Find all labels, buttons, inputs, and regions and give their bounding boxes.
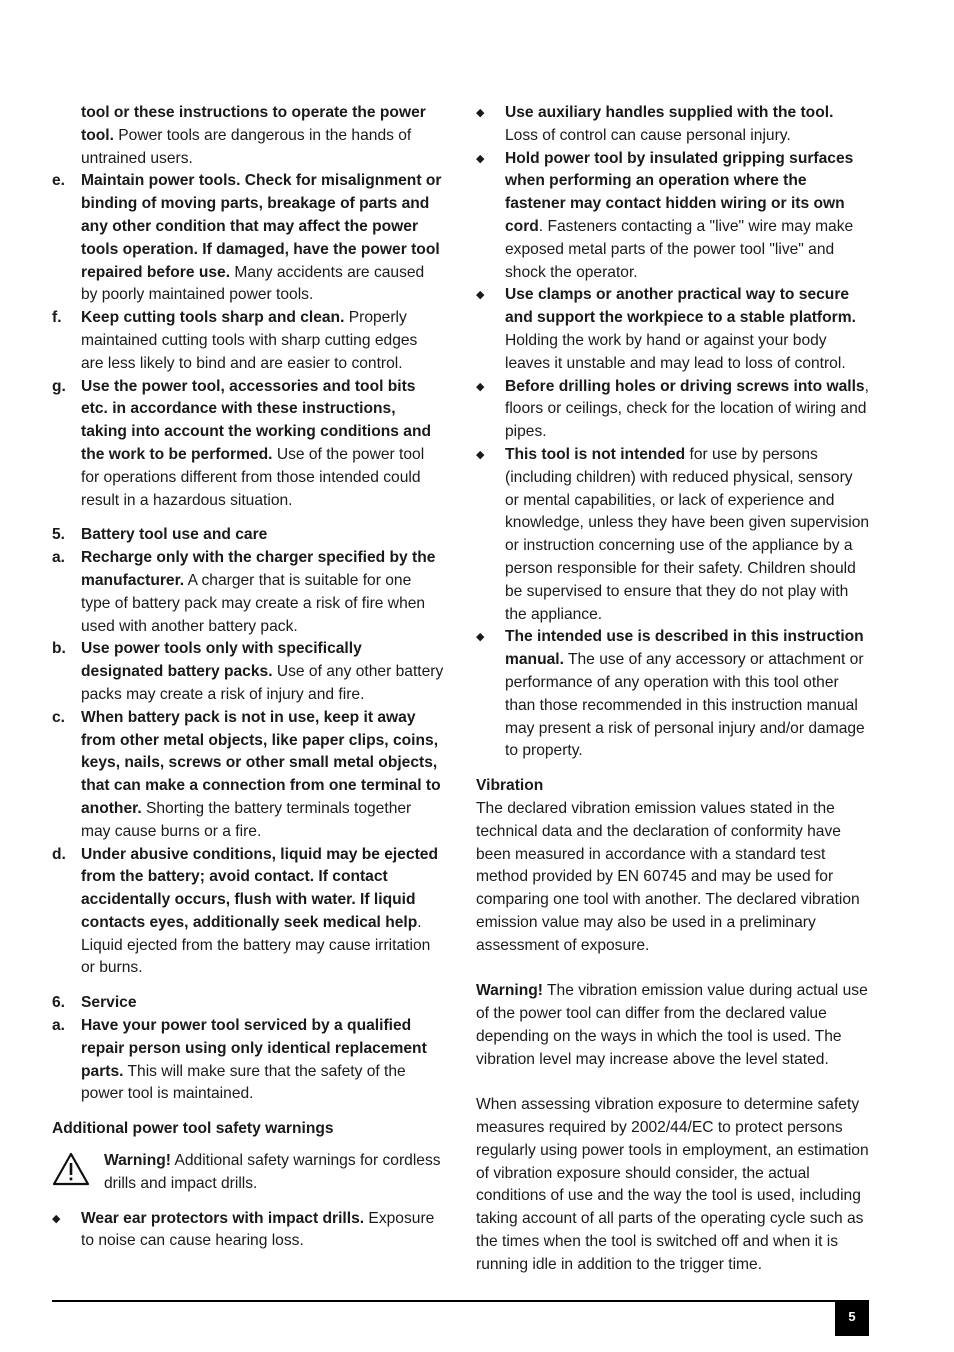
list-item [52, 307, 444, 375]
section-number: 5. [52, 526, 66, 544]
item-label: g. [52, 377, 66, 395]
diamond-bullet-icon: ◆ [52, 1212, 61, 1225]
item-bold: Before drilling holes or driving screws into walls [505, 377, 865, 395]
item-text: Loss of control can cause personal injury. [505, 126, 791, 144]
item-text: for use by persons (including children) with reduced physical, sensory or mental capabilities, or lack of experience and knowledge, unless they have been given supervision or instruction concerning use of the appliance by a person responsible for their safety. Children should be supervised to ensure that they do not play with the appliance. [505, 445, 870, 623]
right-column [476, 102, 870, 1277]
section-title: Service [81, 994, 137, 1012]
left-column [52, 102, 444, 1253]
item-bold: This tool is not intended [505, 445, 686, 463]
section-number: 6. [52, 994, 66, 1012]
item-text: , floors or ceilings, check for the location of wiring and pipes. [505, 377, 869, 441]
diamond-bullet-icon: ◆ [476, 380, 485, 393]
item-bold: Wear ear protectors with impact drills. [81, 1209, 365, 1227]
item-bold: Hold power tool by insulated gripping surfaces when performing an operation where the fastener may contact hidden wiring or its own cord [505, 149, 854, 235]
item-bold: Keep cutting tools sharp and clean. [81, 309, 345, 327]
item-text: This will make sure that the safety of the power tool is maintained. [81, 1062, 406, 1103]
diamond-bullet-icon: ◆ [476, 631, 485, 644]
list-e-g [52, 170, 444, 512]
item-label: a. [52, 1017, 66, 1035]
warning-text: The vibration emission value during actual use of the power tool can differ from the declared value depending on the ways in which the tool is used. The vibration level may increase above the level stated. [476, 982, 868, 1068]
warning-label: Warning! [104, 1152, 171, 1170]
item-bold: Have your power tool serviced by a qualified repair person using only identical replacement parts. [81, 1017, 427, 1080]
item-label: f. [52, 309, 62, 327]
list-item [52, 547, 444, 638]
diamond-bullet-icon: ◆ [476, 107, 485, 119]
item-bold: Maintain power tools. Check for misalignment or binding of moving parts, breakage of parts and any other condition that may affect the power tools operation. If damaged, have the power tool repaired before use. [81, 172, 442, 281]
vibration-warning-paragraph [476, 980, 870, 1071]
item-text: A charger that is suitable for one type of battery pack may create a risk of fire when used with another battery pack. [81, 571, 426, 635]
intro-bold: tool or these instructions to operate the power tool. [81, 104, 426, 144]
item-text: Use of the power tool for operations different from those intended could result in a hazardous situation. [81, 445, 425, 509]
item-bold: Use power tools only with specifically designated battery packs. [81, 640, 362, 681]
item-label: c. [52, 708, 66, 726]
item-label: b. [52, 640, 66, 658]
section-5-heading [52, 524, 444, 547]
intro-continuation [52, 102, 444, 170]
vibration-paragraph: The declared vibration emission values stated in the technical data and the declaration of conformity have been measured in accordance with a standard test method provided by EN 60745 and may be used for comparing one tool with another. The declared vibration emission value may also be used in a preliminary assessment of exposure. [476, 799, 860, 954]
page-number: 5 [835, 1302, 869, 1336]
item-label: e. [52, 172, 66, 190]
item-text: Use of any other battery packs may create a risk of injury and fire. [81, 663, 444, 703]
item-bold: The intended use is described in this instruction manual. [505, 628, 864, 669]
additional-warnings-heading: Additional power tool safety warnings [52, 1120, 334, 1138]
warning-triangle-icon [52, 1152, 90, 1186]
list-item [52, 707, 444, 844]
section-title: Battery tool use and care [81, 526, 268, 544]
item-text: . Liquid ejected from the battery may cause irritation or burns. [81, 913, 431, 977]
warning-label: Warning! [476, 982, 543, 1000]
section-6-heading [52, 992, 444, 1015]
list-item [52, 638, 444, 706]
vibration-heading: Vibration [476, 777, 544, 795]
item-text: Many accidents are caused by poorly maintained power tools. [81, 263, 425, 304]
list-5 [52, 547, 444, 980]
item-bold: Under abusive conditions, liquid may be ejected from the battery; avoid contact. If contact accidentally occurs, flush with water. If liquid contacts eyes, additionally seek medical help [81, 845, 439, 931]
intro-text: Power tools are dangerous in the hands of untrained users. [81, 126, 412, 167]
item-bold: Use the power tool, accessories and tool bits etc. in accordance with these instructions, taking into account the working conditions and the work to be performed. [81, 377, 431, 463]
bullet-item [476, 376, 870, 444]
list-item [52, 376, 444, 513]
list-item [52, 844, 444, 981]
bullet-item [476, 444, 870, 626]
item-bold: Use auxiliary handles supplied with the tool. [505, 104, 834, 121]
bullet-item [52, 1208, 444, 1254]
item-text: Properly maintained cutting tools with sharp cutting edges are less likely to bind and are easier to control. [81, 309, 418, 372]
warning-note [52, 1150, 444, 1196]
diamond-bullet-icon: ◆ [476, 152, 485, 165]
item-bold: Recharge only with the charger specified by the manufacturer. [81, 549, 436, 589]
warning-text: Additional safety warnings for cordless drills and impact drills. [104, 1152, 441, 1192]
item-text: The use of any accessory or attachment or performance of any operation with this tool other than those recommended in this instruction manual may present a risk of personal injury and/or damage to property. [505, 651, 865, 760]
bullet-item [476, 102, 870, 148]
list-item [52, 170, 444, 307]
item-label: a. [52, 549, 66, 567]
item-text: Holding the work by hand or against your body leaves it unstable and may lead to loss of control. [505, 331, 846, 372]
item-bold: When battery pack is not in use, keep it away from other metal objects, like paper clips, coins, keys, nails, screws or other small metal objects, that can make a connection from one terminal to another. [81, 708, 441, 817]
item-text: Shorting the battery terminals together may cause burns or a fire. [81, 799, 412, 840]
bullet-item [476, 626, 870, 763]
vibration-assessment-paragraph: When assessing vibration exposure to determine safety measures required by 2002/44/EC to protect persons regularly using power tools in employment, an estimation of vibration exposure should consider, the actual conditions of use and the way the tool is used, including taking account of all parts of the operating cycle such as the times when the tool is switched off and when it is running idle in addition to the trigger time. [476, 1096, 869, 1273]
item-bold: Use clamps or another practical way to secure and support the workpiece to a stable platform. [505, 286, 856, 327]
item-text: Exposure to noise can cause hearing loss. [81, 1209, 435, 1250]
diamond-bullet-icon: ◆ [476, 448, 485, 461]
bullet-item [476, 284, 870, 375]
footer-rule [52, 1300, 869, 1302]
diamond-bullet-icon: ◆ [476, 289, 485, 302]
item-label: d. [52, 845, 66, 863]
bullet-item [476, 148, 870, 285]
item-text: . Fasteners contacting a "live" wire may make exposed metal parts of the power tool "live" and shock the operator. [505, 217, 854, 281]
list-item [52, 1015, 444, 1106]
